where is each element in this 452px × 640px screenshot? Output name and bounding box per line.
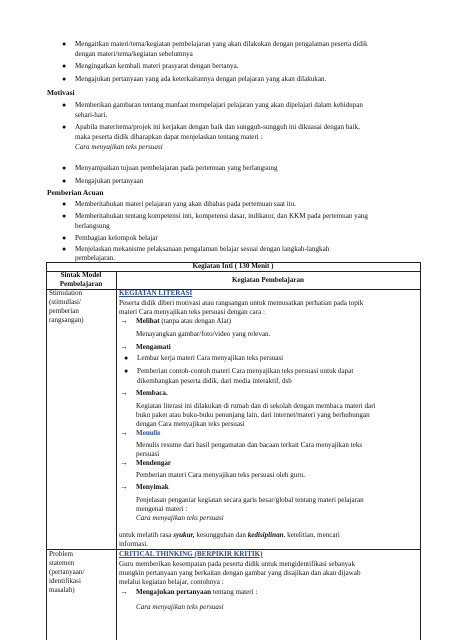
activity-heading: Mendengar [136, 459, 172, 467]
paragraph-line: Kegiatan literasi ini dilakukan di rumah dan di sekolah dengan membaca materi dari [136, 402, 376, 410]
column-header: Pembelajaran [59, 280, 103, 288]
bullet-icon: ● [62, 40, 67, 48]
list-item: ● Memberitahukan tentang kompetensi inti, kompetensi dasar, indikator, dan KKM pada pertemuan yang [62, 212, 368, 220]
syntax-label: statemen [49, 559, 75, 567]
section-heading: Motivasi [47, 88, 75, 97]
bullet-icon: ● [124, 367, 129, 375]
list-item: ● Mengaitkan materi/tema/kegiatan pembelajaran yang akan dilakukan dengan pengalaman peserta didik [62, 40, 368, 48]
arrow-icon: → [120, 458, 128, 467]
paragraph-line: Menayangkan gambar/foto/video yang relevan. [136, 330, 271, 338]
list-item-continuation: dengan materi/tema/kegiatan sebelumnya [75, 50, 193, 58]
topic-text: Cara menyajikan teks persuasi [136, 603, 224, 611]
paragraph-line: dengan Cara menyajikan teks persuasi [136, 420, 245, 428]
paragraph-line: Penjelasan pengantar kegiatan secara garis besar/global tentang materi pelajaran [136, 496, 364, 504]
activity-heading: Menyimak [136, 483, 169, 491]
paragraph-line: melalui kegiatan belajar, contohnya : [119, 578, 224, 586]
arrow-icon: → [120, 587, 128, 596]
activity-heading: Membaca. [136, 389, 168, 397]
paragraph-line: buku paket atau buku-buku penunjang lain, dari internet/materi yang berhubungan [136, 411, 370, 419]
topic-text: Cara menyajikan teks persuasi [75, 143, 163, 151]
list-item: ● Apabila materitema/projek ini kerjakan dengan baik dan sungguh-sungguh ini dikuasai dengan baik, [62, 123, 360, 131]
section-title: KEGIATAN LITERASI [119, 289, 193, 297]
syntax-label: (pertanyaan/ [49, 568, 85, 576]
bullet-icon: ● [62, 234, 67, 242]
bullet-icon: ● [62, 101, 67, 109]
paragraph-line: mengenai materi : [136, 505, 188, 513]
list-item-continuation: berlangsung [75, 222, 110, 230]
paragraph-line: Guru memberikan kesempatan pada peserta didik untuk mengidentifikasi sebanyak [119, 560, 355, 568]
list-item: ● Lembar kerja materi Cara menyajikan teks persuasi [124, 354, 284, 362]
syntax-label: Stimulation [49, 289, 83, 297]
topic-text: Cara menyajikan teks persuasi [136, 514, 224, 522]
list-item: ● Memberitahukan materi pelajaran yang akan dibahas pada pertemuan saat itu. [62, 200, 296, 208]
paragraph-line: mungkin pertanyaan yang berkaitan dengan gambar yang disajikan dan akan dijawab [119, 569, 361, 577]
list-item: ● Mengajukan pertanyaan [62, 177, 144, 185]
paragraph-line: persuasi [136, 450, 160, 458]
syntax-label: (stimullasi/ [49, 298, 81, 306]
bullet-icon: ● [62, 177, 67, 185]
syntax-label: pemberian [49, 307, 79, 315]
list-item: ● Mengingatkan kembali materi prasyarat dengan bertanya. [62, 62, 239, 70]
syntax-label: masalah) [49, 586, 75, 594]
arrow-icon: → [120, 388, 128, 397]
bullet-icon: ● [62, 123, 67, 131]
arrow-icon: → [120, 482, 128, 491]
column-header: Kegiatan Pembelajaran [232, 276, 304, 284]
activity-heading: Melihat (tanpa atau dengan Alat) [136, 317, 231, 325]
paragraph-line: Peserta didik diberi motivasi atau rangsangan untuk memusatkan perhatian pada topik [119, 299, 364, 307]
arrow-icon: → [120, 428, 128, 437]
column-header: Sintak Model [60, 271, 102, 279]
table-title: Kegiatan Inti ( 130 Menit ) [192, 262, 274, 270]
paragraph-line: informasi. [119, 540, 148, 548]
section-heading: Pemberian Acuan [47, 188, 104, 197]
list-item-continuation: pembelajaran. [75, 254, 115, 262]
list-item-continuation: maka peserta didik diharapkan dapat menjelaskan tentang materi : [75, 133, 263, 141]
activity-heading: Menulis [136, 429, 161, 437]
list-item: ● Menyampaikan tujuan pembelajaran pada pertemuan yang berlangsung [62, 164, 278, 172]
bullet-icon: ● [62, 245, 67, 253]
syntax-label: identifikasi [49, 577, 81, 585]
paragraph-line: materi Cara menyajikan teks persuasi dengan cara : [119, 308, 265, 316]
list-item: ● Pembagian kelompok belajar [62, 234, 158, 242]
table-border [46, 262, 47, 640]
list-item: ● Mengajukan pertanyaan yang ada keterkaitannya dengan pelajaran yang akan dilakukan. [62, 75, 327, 83]
syntax-label: Problem [49, 550, 74, 558]
bullet-icon: ● [124, 354, 129, 362]
bullet-icon: ● [62, 62, 67, 70]
list-item-continuation: sehari-hari. [75, 111, 108, 119]
syntax-label: rangsangan) [49, 316, 84, 324]
paragraph-line: Menulis resume dari hasil pengamatan dan bacaan terkait Cara menyajikan teks [136, 441, 363, 449]
bullet-icon: ● [62, 212, 67, 220]
bullet-icon: ● [62, 164, 67, 172]
paragraph-line: untuk melatih rasa syukur, kesungguhan dan kedisiplinan, ketelitian, mencari [119, 531, 340, 539]
bullet-icon: ● [62, 75, 67, 83]
paragraph-line: Pemberian materi Cara menyajikan teks persuasi oleh guru. [136, 471, 306, 479]
list-item: ● Menjelaskan mekanisme pelaksanaan pengalaman belajar sesuai dengan langkah-langkah [62, 245, 330, 253]
list-item: ● Memberikan gambaran tentang manfaat mempelajari pelajaran yang akan dipelajari dalam kehidupan [62, 101, 363, 109]
list-item: ● Pemberian contoh-contoh materi Cara menyajikan teks persuasi untuk dapat [124, 367, 354, 375]
list-item-continuation: dikembangkan peserta didik, dari media interaktif, dsb [137, 377, 292, 385]
table-border [420, 262, 421, 640]
section-title: CRITICAL THINKING (BERPIKIR KRITIK) [119, 550, 263, 558]
activity-heading: Mengajukan pertanyaan tentang materi : [136, 588, 258, 596]
table-border [116, 271, 117, 640]
arrow-icon: → [120, 342, 128, 351]
activity-heading: Mengamati [136, 343, 171, 351]
arrow-icon: → [120, 316, 128, 325]
bullet-icon: ● [62, 200, 67, 208]
